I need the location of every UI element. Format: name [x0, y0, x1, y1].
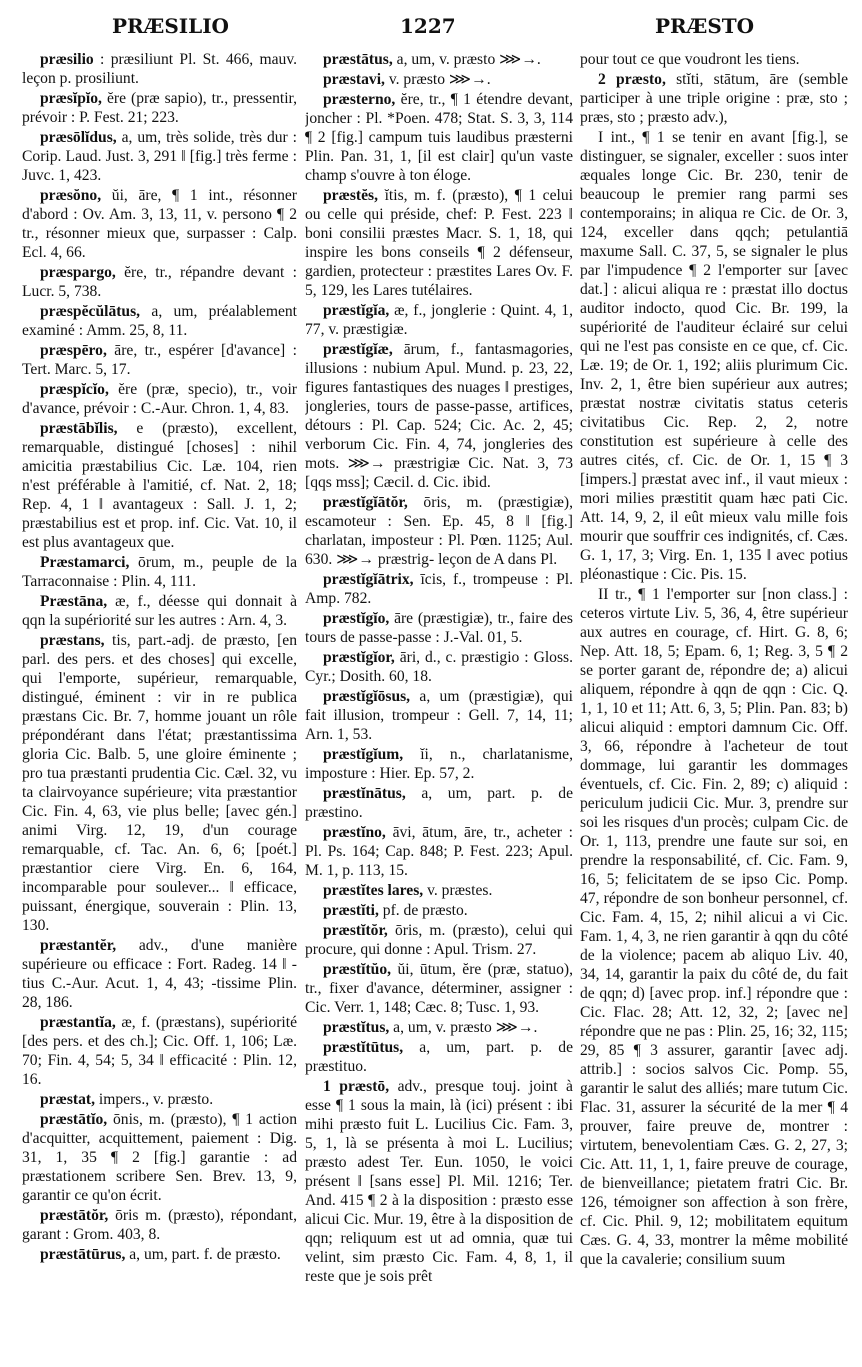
entry-definition: stĭti, stātum, āre (semble participer à une triple origine : præ, sto ; præs, sto ; præsto adv.),: [580, 71, 848, 126]
entry-headword: præstĭgĭum,: [323, 746, 404, 763]
entry-definition: II tr., ¶ 1 l'emporter sur [non class.] : ceteros virtute Liv. 5, 36, 4, être supérieur aux autres en courage, cf. Hirt. G. 8, 6; Nep. Att. 18, 5; Epam. 6, 1; Reg. 3, 5 ¶ 2 se porter garant de, répondre de; a) alicui aliquem, répondre à qqn de qqn : Cic. Q. 1, 1, 10 et 11; Att. 6, 3, 5; Plin. Pan. 83; b) alicui aliquid : emptori damnum Cic. Off. 3, 66, répondre à l'acheteur de tout dommage, lui garantir les dommages éventuels, cf. Cic. Fin. 2, 89; c) aliquid : periculum judicii Cic. Mur. 3, prendre sur soi les risques d'un procès; culpam Cic. de Or. 1, 113, prendre une faute sur soi, en prendre la responsabilité, cf. Cic. Fam. 9, 16, 5; felicitatem de se ipso Cic. Pomp. 47, répondre de son bonheur personnel, cf. Cic. Fam. 4, 15, 2; nihil alicui a vi Cic. Fam. 1, 4, 3, ne rien garantir à qqn du côté de la violence; pacem ab aliquo Liv. 40, 34, 14, garantir la paix du côté de, du fait de qqn; d) [avec prop. inf.] répondre que : Cic. Flac. 28; Att. 12, 32, 2; [avec ne] répondre que ne pas : Plin. 25, 16; 32, 115; 29, 85 ¶ 3 assurer, garantir [avec adj. attrib.] : socios salvos Cic. Pomp. 55, garantir le salut des alliés; mare tutum Cic. Flac. 31, assurer la sécurité de la mer ¶ 4 prouver, faire preuve de, montrer : virtutem, benevolentiam Cæs. G. 2, 27, 3; Cic. Att. 11, 1, 1, faire preuve de courage, de bienveillance; pietatem fratri Cic. Br. 126, témoigner son affection à son frère, cf. Cic. Phil. 9, 12; mobilitatem equitum Cæs. G. 4, 33, montrer la même mobilité que la cavalerie; consilium suum: [580, 586, 848, 1268]
entry-headword: præstĭgĭātrix,: [323, 571, 414, 588]
dictionary-entry: [305, 570, 573, 608]
header-right-word: PRÆSTO: [655, 14, 755, 38]
entry-definition: a, um, très solide, très dur : Corip. Laud. Just. 3, 291 ‖ [fig.] très ferme : Juvc. 1, 423.: [22, 129, 297, 184]
dictionary-entry: [305, 823, 573, 880]
entry-definition: ōris m. (præsto), répondant, garant : Grom. 403, 8.: [22, 1207, 297, 1243]
dictionary-entry: [305, 745, 573, 783]
dictionary-entry: [22, 1245, 297, 1264]
entry-headword: præspĭcĭo,: [40, 381, 109, 398]
entry-definition: īcis, f., trompeuse : Pl. Amp. 782.: [305, 571, 573, 607]
entry-definition: ŭi, āre, ¶ 1 int., résonner d'abord : Ov. Am. 3, 13, 11, v. persono ¶ 2 tr., résonner mieux que, surpasser : Calp. Ecl. 4, 66.: [22, 187, 297, 261]
entry-definition: ĕre, tr., répandre devant : Lucr. 5, 738.: [22, 264, 297, 300]
entry-headword: præstĭti,: [323, 902, 379, 919]
column-1: [22, 50, 297, 1360]
entry-headword: præsŏno,: [40, 187, 102, 204]
dictionary-entry: [305, 70, 573, 89]
entry-definition: æ, f., déesse qui donnait à qqn la supériorité sur les autres : Arn. 4, 3.: [22, 593, 297, 629]
entry-headword: præsĭpĭo,: [40, 90, 102, 107]
entry-headword: præstātus,: [323, 51, 393, 68]
entry-definition: āre (præstigiæ), tr., faire des tours de passe-passe : J.-Val. 01, 5.: [305, 610, 573, 646]
entry-headword: Præstāna,: [40, 593, 108, 610]
entry-definition: ōnis, m. (præsto), ¶ 1 action d'acquitter, acquittement, paiement : Dig. 31, 1, 35 ¶ 2 [fig.] garantie : ad præstationem scribere Sen. Brev. 13, 9, garantir ce qu'on écrit.: [22, 1111, 297, 1204]
entry-definition: pour tout ce que voudront les tiens.: [580, 51, 800, 68]
dictionary-entry: [22, 302, 297, 340]
entry-definition: āre, tr., espérer [d'avance] : Tert. Marc. 5, 17.: [22, 342, 297, 378]
header-left-word: PRÆSILIO: [112, 14, 229, 38]
entry-definition: æ, f., jonglerie : Quint. 4, 1, 77, v. præstigiæ.: [305, 302, 573, 338]
entry-definition: ĭi, n., charlatanisme, imposture : Hier. Ep. 57, 2.: [305, 746, 573, 782]
entry-headword: præstantĕr,: [40, 937, 117, 954]
dictionary-entry: [22, 1206, 297, 1244]
entry-definition: e (præsto), excellent, remarquable, distingué [choses] : nihil amicitia præstabilius Cic. Læ. 104, rien n'est préférable à l'amitié, cf. Nat. 2, 18; Rep. 4, 1 ‖ avantageux : Sall. J. 1, 2; præstabilius est et prop. inf. Cic. Vat. 10, il est plus avantageux que.: [22, 420, 297, 551]
dictionary-entry: [305, 50, 573, 69]
dictionary-entry: [22, 631, 297, 935]
entry-headword: præstĭgĭōsus,: [323, 688, 411, 705]
entry-definition: a, um, préalablement examiné : Amm. 25, 8, 11.: [22, 303, 297, 339]
entry-definition: a, um, part. p. de præstino.: [305, 785, 573, 821]
entry-headword: præstĕs,: [323, 187, 379, 204]
dictionary-entry: [22, 1090, 297, 1109]
column-2: [305, 50, 573, 1360]
entry-headword: præstĭtŏr,: [323, 922, 388, 939]
entry-definition: : præsiliunt Pl. St. 466, mauv. leçon p. prosiliunt.: [22, 51, 297, 87]
entry-definition: ĕre (præ, specio), tr., voir d'avance, prévoir : C.-Aur. Chron. 1, 4, 83.: [22, 381, 297, 417]
dictionary-entry: [305, 1038, 573, 1076]
dictionary-entry: [580, 128, 848, 584]
dictionary-entry: [305, 901, 573, 920]
entry-headword: præstĭnātus,: [323, 785, 406, 802]
entry-definition: a, um, part. f. de præsto.: [125, 1246, 281, 1263]
dictionary-entry: [22, 186, 297, 262]
entry-headword: præstĭtŭo,: [323, 961, 392, 978]
entry-headword: præstātŏr,: [40, 1207, 109, 1224]
entry-headword: præstĭno,: [323, 824, 386, 841]
entry-definition: a, um, v. præsto ⋙→.: [389, 1019, 538, 1036]
dictionary-entry: [22, 1013, 297, 1089]
dictionary-entry: [305, 1018, 573, 1037]
dictionary-entry: [580, 50, 848, 69]
entry-headword: 2 præsto,: [598, 71, 666, 88]
entry-definition: impers., v. præsto.: [95, 1091, 214, 1108]
entry-definition: ōrum, m., peuple de la Tarraconnaise : Plin. 4, 111.: [22, 554, 297, 590]
dictionary-entry: [22, 592, 297, 630]
entry-headword: 1 præstō,: [323, 1078, 390, 1095]
dictionary-entry: [305, 784, 573, 822]
entry-definition: tis, part.-adj. de præsto, [en parl. des pers. et des choses] qui excelle, qui l'emporte, supérieur, remarquable, distingué, éminent : vir in re publica præstans Cic. Br. 7, homme jouant un rôle prépondérant dans l'état; præstantissima gloria Cic. Balb. 5, une gloire éminente ; pro tua præstanti prudentia Cic. Cæl. 32, vu ta clairvoyance supérieure; vita præstantior Cic. Fin. 4, 63, vie plus belle; [avec gén.] animi Virg. 12, 19, d'un courage remarquable, cf. Tac. An. 6, 6; [poét.] præstantior ciere Virg. En. 6, 164, incomparable pour soulever... ‖ efficace, puissant, énergique, souverain : Plin. 13, 130.: [22, 632, 297, 934]
dictionary-entry: [305, 493, 573, 569]
entry-headword: Præstamarci,: [40, 554, 130, 571]
entry-definition: pf. de præsto.: [378, 902, 468, 919]
dictionary-entry: [305, 301, 573, 339]
entry-definition: a, um (præstigiæ), qui fait illusion, trompeur : Gell. 7, 14, 11; Arn. 1, 53.: [305, 688, 573, 743]
entry-headword: præstantĭa,: [40, 1014, 116, 1031]
column-3: [580, 50, 848, 1360]
entry-headword: præstātūrus,: [40, 1246, 126, 1263]
entry-definition: ōris, m. (præsto), celui qui procure, qui donne : Apul. Trism. 27.: [305, 922, 573, 958]
dictionary-entry: [305, 960, 573, 1017]
page-number: 1227: [400, 14, 456, 38]
dictionary-entry: [22, 263, 297, 301]
entry-headword: præstātĭo,: [40, 1111, 108, 1128]
running-header: [0, 14, 862, 42]
dictionary-entry: [580, 70, 848, 127]
entry-definition: æ, f. (præstans), supériorité [des pers. et des ch.]; Cic. Off. 1, 106; Læ. 70; Fin. 4, 54; 5, 34 ‖ efficacité : Plin. 12, 16.: [22, 1014, 297, 1088]
dictionary-entry: [22, 128, 297, 185]
entry-headword: præspargo,: [40, 264, 116, 281]
entry-definition: v. præsto ⋙→.: [384, 71, 491, 88]
dictionary-entry: [22, 553, 297, 591]
dictionary-entry: [22, 380, 297, 418]
dictionary-entry: [22, 50, 297, 88]
entry-headword: præsterno,: [323, 91, 396, 108]
entry-definition: I int., ¶ 1 se tenir en avant [fig.], se distinguer, se signaler, exceller : suos inter æquales longe Cic. Br. 230, tenir de beaucoup le premier rang parmi ses contemporains; in aliqua re Cic. de Or. 3, 124, exceller dans qqch; petulantiā maxume Sall. C. 37, 5, se signaler le plus par l'impudence ¶ 2 l'emporter sur [avec dat.] : alicui aliqua re : præstat illo doctus auditor indocto, quod Cic. Br. 199, la supériorité de l'auditeur éclairé sur celui qui ne l'est pas consiste en ce que, cf. Cic. Læ. 19; de Or. 1, 192; aliis plurimum Cic. Inv. 2, 1, être bien supérieur aux autres; præstat nostræ civitatis status ceteris civitatibus Cic. Rep. 2, 2, notre constitution est supérieure à celle des autres cités, cf. Cic. de Or. 1, 15 ¶ 3 [impers.] præstat avec inf., il vaut mieux : mori milies præstitit quam hæc pati Cic. Att. 14, 9, 2, il eût mieux valu mille fois mourir que souffrir ces indignités, cf. Cæs. G. 1, 17, 3; Virg. En. 1, 135 ‖ avec potius pléonastique : Cic. Pis. 15.: [580, 129, 848, 583]
entry-headword: præstavi,: [323, 71, 385, 88]
entry-definition: ārum, f., fantasmagories, illusions : nubium Apul. Mund. p. 23, 22, figures fantastiques des nuages ‖ prestiges, jongleries, tours de passe-passe, artifices, détours : Pl. Cap. 524; Cic. Ac. 2, 45; verborum Cic. Fin. 4, 74, jongleries des mots. ⋙→ præstrigiæ Cic. Nat. 3, 73 [qqs mss]; Cæcil. d. Cic. ibid.: [305, 341, 573, 491]
dictionary-entry: [22, 1110, 297, 1205]
dictionary-entry: [305, 921, 573, 959]
dictionary-entry: [305, 90, 573, 185]
entry-definition: a, um, v. præsto ⋙→.: [392, 51, 541, 68]
dictionary-entry: [305, 186, 573, 300]
entry-headword: præstĭgĭa,: [323, 302, 390, 319]
entry-definition: ĭtis, m. f. (præsto), ¶ 1 celui ou celle qui préside, chef: P. Fest. 223 ‖ boni consilii præstes Macr. S. 1, 18, qui inspire les bons conseils ¶ 2 défenseur, gardien, protecteur : præstites Lares Ov. F. 5, 129, les Lares tutélaires.: [305, 187, 573, 299]
dictionary-entry: [305, 687, 573, 744]
entry-headword: præspēro,: [40, 342, 107, 359]
entry-definition: āri, d., c. præstigio : Gloss. Cyr.; Dosith. 60, 18.: [305, 649, 573, 685]
dictionary-entry: [305, 648, 573, 686]
entry-headword: præstĭgĭo,: [323, 610, 390, 627]
entry-headword: præstĭgĭātŏr,: [323, 494, 408, 511]
entry-definition: ŭi, ūtum, ĕre (præ, statuo), tr., fixer d'avance, déterminer, assigner : Cic. Verr. 1, 148; Cæc. 8; Tusc. 1, 93.: [305, 961, 573, 1016]
entry-headword: præsōlĭdus,: [40, 129, 117, 146]
entry-definition: a, um, part. p. de præstituo.: [305, 1039, 573, 1075]
dictionary-entry: [580, 585, 848, 1269]
entry-headword: præstĭtūtus,: [323, 1039, 404, 1056]
entry-definition: ĕre (præ sapio), tr., pressentir, prévoir : P. Fest. 21; 223.: [22, 90, 297, 126]
entry-headword: præstĭgĭor,: [323, 649, 395, 666]
entry-headword: præspĕcŭlātus,: [40, 303, 141, 320]
dictionary-entry: [22, 936, 297, 1012]
entry-definition: adv., d'une manière supérieure ou efficace : Fort. Radeg. 14 ‖ -tius C.-Aur. Acut. 1, 4, 43; -tissime Plin. 28, 186.: [22, 937, 297, 1011]
entry-definition: ĕre, tr., ¶ 1 étendre devant, joncher : Pl. *Poen. 478; Stat. S. 3, 3, 114 ¶ 2 [fig.] campum tuis laudibus præsterni Plin. Pan. 31, 1, [il est clair] qu'un vaste champ s'ouvre à ton éloge.: [305, 91, 573, 184]
entry-definition: ōris, m. (præstigiæ), escamoteur : Sen. Ep. 45, 8 ‖ [fig.] charlatan, imposteur : Pl. Pœn. 1125; Aul. 630. ⋙→ præstrig- leçon de A dans Pl.: [305, 494, 573, 568]
entry-headword: præstĭtes lares,: [323, 882, 424, 899]
entry-headword: præstans,: [40, 632, 105, 649]
entry-definition: adv., presque touj. joint à esse ¶ 1 sous la main, là (ici) présent : ibi mihi præsto fuit L. Lucilius Cic. Fam. 3, 5, 1, là se présenta à moi L. Lucilius; præsto adest Ter. Eun. 1050, le voici présent ‖ [sans esse] Pl. Mil. 1216; Ter. And. 415 ¶ 2 à la disposition : præsto esse alicui Cic. Mur. 19, être à la disposition de qqn; reliquum est ut ad omnia, quæ tui velint, sim præsto Cic. Fam. 4, 8, 1, il reste que je sois prêt: [305, 1078, 573, 1285]
dictionary-entry: [305, 340, 573, 492]
dictionary-entry: [305, 881, 573, 900]
entry-definition: āvi, ātum, āre, tr., acheter : Pl. Ps. 164; Cap. 848; P. Fest. 223; Apul. M. 1, p. 113, 15.: [305, 824, 573, 879]
entry-definition: v. præstes.: [423, 882, 493, 899]
dictionary-entry: [22, 89, 297, 127]
dictionary-entry: [305, 609, 573, 647]
entry-headword: præstābĭlis,: [40, 420, 118, 437]
entry-headword: præstĭgĭæ,: [323, 341, 393, 358]
entry-headword: præsilio: [40, 51, 94, 68]
dictionary-entry: [305, 1077, 573, 1286]
dictionary-entry: [22, 419, 297, 552]
dictionary-entry: [22, 341, 297, 379]
entry-headword: præstĭtus,: [323, 1019, 390, 1036]
entry-headword: præstat,: [40, 1091, 96, 1108]
